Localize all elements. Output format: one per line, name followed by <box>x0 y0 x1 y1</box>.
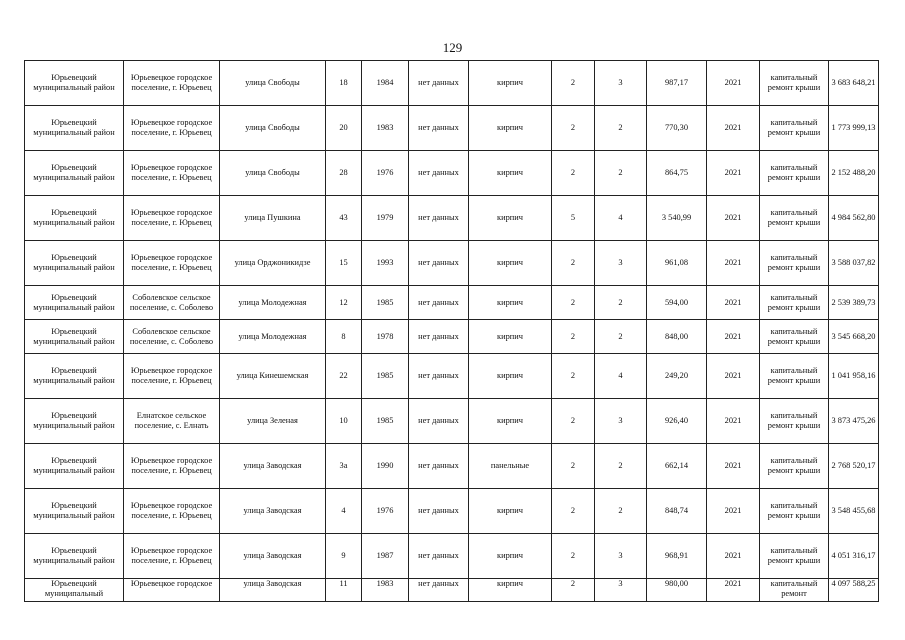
entrances-cell: 3 <box>595 61 647 106</box>
wall-material-cell: кирпич <box>469 241 552 286</box>
area-cell: 961,08 <box>647 241 707 286</box>
wall-material-cell: кирпич <box>469 196 552 241</box>
entrances-cell: 2 <box>595 489 647 534</box>
build-year-cell: 1987 <box>362 534 409 579</box>
cost-cell: 2 152 488,20 <box>829 151 879 196</box>
plan-year-cell: 2021 <box>707 61 760 106</box>
area-cell: 987,17 <box>647 61 707 106</box>
wall-material-cell: кирпич <box>469 286 552 320</box>
street-cell: улица Орджоникидзе <box>220 241 326 286</box>
table-row <box>25 106 879 151</box>
table-row <box>25 399 879 444</box>
entrances-cell: 2 <box>595 106 647 151</box>
floors-cell: 2 <box>552 489 595 534</box>
work-type-cell: капитальный ремонт крыши <box>760 196 829 241</box>
area-cell: 662,14 <box>647 444 707 489</box>
work-type-cell: капитальный ремонт крыши <box>760 320 829 354</box>
municipality-cell: Юрьевецкий муниципальный район <box>25 534 124 579</box>
cost-cell: 2 768 520,17 <box>829 444 879 489</box>
settlement-cell: Юрьевецкое городское <box>124 579 220 602</box>
plan-year-cell: 2021 <box>707 399 760 444</box>
work-type-cell: капитальный ремонт крыши <box>760 534 829 579</box>
area-cell: 848,74 <box>647 489 707 534</box>
series-cell: нет данных <box>409 106 469 151</box>
table-row <box>25 61 879 106</box>
house-number-cell: 10 <box>326 399 362 444</box>
series-cell: нет данных <box>409 241 469 286</box>
build-year-cell: 1985 <box>362 399 409 444</box>
entrances-cell: 2 <box>595 286 647 320</box>
settlement-cell: Юрьевецкое городское поселение, г. Юрьевец <box>124 151 220 196</box>
cost-cell: 1 041 958,16 <box>829 354 879 399</box>
entrances-cell: 2 <box>595 444 647 489</box>
house-number-cell: 11 <box>326 579 362 602</box>
table-row <box>25 241 879 286</box>
entrances-cell: 4 <box>595 196 647 241</box>
table-row <box>25 354 879 399</box>
wall-material-cell: кирпич <box>469 534 552 579</box>
municipality-cell: Юрьевецкий муниципальный район <box>25 444 124 489</box>
series-cell: нет данных <box>409 320 469 354</box>
settlement-cell: Соболевское сельское поселение, с. Соболево <box>124 286 220 320</box>
floors-cell: 2 <box>552 241 595 286</box>
entrances-cell: 3 <box>595 399 647 444</box>
build-year-cell: 1990 <box>362 444 409 489</box>
plan-year-cell: 2021 <box>707 151 760 196</box>
municipality-cell: Юрьевецкий муниципальный район <box>25 399 124 444</box>
wall-material-cell: кирпич <box>469 399 552 444</box>
entrances-cell: 3 <box>595 534 647 579</box>
street-cell: улица Заводская <box>220 489 326 534</box>
settlement-cell: Соболевское сельское поселение, с. Соболево <box>124 320 220 354</box>
cost-cell: 4 097 588,25 <box>829 579 879 602</box>
work-type-cell: капитальный ремонт крыши <box>760 61 829 106</box>
house-number-cell: 3а <box>326 444 362 489</box>
municipality-cell: Юрьевецкий муниципальный район <box>25 320 124 354</box>
area-cell: 864,75 <box>647 151 707 196</box>
settlement-cell: Юрьевецкое городское поселение, г. Юрьевец <box>124 534 220 579</box>
municipality-cell: Юрьевецкий муниципальный район <box>25 241 124 286</box>
area-cell: 848,00 <box>647 320 707 354</box>
work-type-cell: капитальный ремонт крыши <box>760 444 829 489</box>
series-cell: нет данных <box>409 489 469 534</box>
house-number-cell: 9 <box>326 534 362 579</box>
street-cell: улица Кинешемская <box>220 354 326 399</box>
build-year-cell: 1984 <box>362 61 409 106</box>
floors-cell: 2 <box>552 61 595 106</box>
wall-material-cell: панельные <box>469 444 552 489</box>
plan-year-cell: 2021 <box>707 196 760 241</box>
area-cell: 3 540,99 <box>647 196 707 241</box>
work-type-cell: капитальный ремонт крыши <box>760 241 829 286</box>
area-cell: 980,00 <box>647 579 707 602</box>
house-number-cell: 20 <box>326 106 362 151</box>
build-year-cell: 1985 <box>362 354 409 399</box>
floors-cell: 2 <box>552 106 595 151</box>
table-row <box>25 489 879 534</box>
table-row <box>25 196 879 241</box>
municipality-cell: Юрьевецкий муниципальный район <box>25 196 124 241</box>
registry-table <box>24 60 879 602</box>
street-cell: улица Зеленая <box>220 399 326 444</box>
street-cell: улица Молодежная <box>220 286 326 320</box>
table-row <box>25 320 879 354</box>
build-year-cell: 1976 <box>362 489 409 534</box>
municipality-cell: Юрьевецкий муниципальный район <box>25 151 124 196</box>
cost-cell: 3 548 455,68 <box>829 489 879 534</box>
work-type-cell: капитальный ремонт <box>760 579 829 602</box>
series-cell: нет данных <box>409 151 469 196</box>
floors-cell: 2 <box>552 534 595 579</box>
house-number-cell: 18 <box>326 61 362 106</box>
entrances-cell: 4 <box>595 354 647 399</box>
table-row <box>25 444 879 489</box>
series-cell: нет данных <box>409 534 469 579</box>
work-type-cell: капитальный ремонт крыши <box>760 286 829 320</box>
cost-cell: 3 873 475,26 <box>829 399 879 444</box>
wall-material-cell: кирпич <box>469 61 552 106</box>
wall-material-cell: кирпич <box>469 151 552 196</box>
street-cell: улица Свободы <box>220 151 326 196</box>
entrances-cell: 2 <box>595 151 647 196</box>
table-row <box>25 534 879 579</box>
municipality-cell: Юрьевецкий муниципальный район <box>25 106 124 151</box>
house-number-cell: 22 <box>326 354 362 399</box>
settlement-cell: Юрьевецкое городское поселение, г. Юрьевец <box>124 61 220 106</box>
municipality-cell: Юрьевецкий муниципальный район <box>25 489 124 534</box>
wall-material-cell: кирпич <box>469 579 552 602</box>
table-row <box>25 286 879 320</box>
series-cell: нет данных <box>409 399 469 444</box>
table-row <box>25 151 879 196</box>
wall-material-cell: кирпич <box>469 106 552 151</box>
street-cell: улица Заводская <box>220 534 326 579</box>
house-number-cell: 15 <box>326 241 362 286</box>
series-cell: нет данных <box>409 196 469 241</box>
plan-year-cell: 2021 <box>707 534 760 579</box>
settlement-cell: Елнатское сельское поселение, с. Елнать <box>124 399 220 444</box>
series-cell: нет данных <box>409 61 469 106</box>
street-cell: улица Заводская <box>220 579 326 602</box>
area-cell: 770,30 <box>647 106 707 151</box>
entrances-cell: 3 <box>595 579 647 602</box>
street-cell: улица Молодежная <box>220 320 326 354</box>
entrances-cell: 3 <box>595 241 647 286</box>
build-year-cell: 1976 <box>362 151 409 196</box>
cost-cell: 3 683 648,21 <box>829 61 879 106</box>
municipality-cell: Юрьевецкий муниципальный район <box>25 286 124 320</box>
build-year-cell: 1985 <box>362 286 409 320</box>
settlement-cell: Юрьевецкое городское поселение, г. Юрьевец <box>124 241 220 286</box>
cost-cell: 4 984 562,80 <box>829 196 879 241</box>
settlement-cell: Юрьевецкое городское поселение, г. Юрьевец <box>124 489 220 534</box>
street-cell: улица Заводская <box>220 444 326 489</box>
area-cell: 594,00 <box>647 286 707 320</box>
plan-year-cell: 2021 <box>707 489 760 534</box>
wall-material-cell: кирпич <box>469 354 552 399</box>
build-year-cell: 1978 <box>362 320 409 354</box>
work-type-cell: капитальный ремонт крыши <box>760 489 829 534</box>
floors-cell: 5 <box>552 196 595 241</box>
street-cell: улица Свободы <box>220 106 326 151</box>
work-type-cell: капитальный ремонт крыши <box>760 106 829 151</box>
table-body <box>25 61 879 602</box>
floors-cell: 2 <box>552 151 595 196</box>
work-type-cell: капитальный ремонт крыши <box>760 354 829 399</box>
settlement-cell: Юрьевецкое городское поселение, г. Юрьевец <box>124 444 220 489</box>
series-cell: нет данных <box>409 286 469 320</box>
plan-year-cell: 2021 <box>707 354 760 399</box>
municipality-cell: Юрьевецкий муниципальный район <box>25 61 124 106</box>
entrances-cell: 2 <box>595 320 647 354</box>
floors-cell: 2 <box>552 286 595 320</box>
series-cell: нет данных <box>409 444 469 489</box>
series-cell: нет данных <box>409 354 469 399</box>
wall-material-cell: кирпич <box>469 320 552 354</box>
house-number-cell: 43 <box>326 196 362 241</box>
settlement-cell: Юрьевецкое городское поселение, г. Юрьевец <box>124 106 220 151</box>
series-cell: нет данных <box>409 579 469 602</box>
build-year-cell: 1993 <box>362 241 409 286</box>
cost-cell: 2 539 389,73 <box>829 286 879 320</box>
plan-year-cell: 2021 <box>707 286 760 320</box>
build-year-cell: 1983 <box>362 106 409 151</box>
build-year-cell: 1983 <box>362 579 409 602</box>
plan-year-cell: 2021 <box>707 241 760 286</box>
plan-year-cell: 2021 <box>707 320 760 354</box>
house-number-cell: 8 <box>326 320 362 354</box>
build-year-cell: 1979 <box>362 196 409 241</box>
settlement-cell: Юрьевецкое городское поселение, г. Юрьевец <box>124 196 220 241</box>
work-type-cell: капитальный ремонт крыши <box>760 399 829 444</box>
floors-cell: 2 <box>552 354 595 399</box>
plan-year-cell: 2021 <box>707 444 760 489</box>
floors-cell: 2 <box>552 399 595 444</box>
municipality-cell: Юрьевецкий муниципальный <box>25 579 124 602</box>
cost-cell: 4 051 316,17 <box>829 534 879 579</box>
page-number: 129 <box>442 40 463 55</box>
table-row <box>25 579 879 602</box>
plan-year-cell: 2021 <box>707 579 760 602</box>
area-cell: 249,20 <box>647 354 707 399</box>
floors-cell: 2 <box>552 579 595 602</box>
floors-cell: 2 <box>552 320 595 354</box>
street-cell: улица Свободы <box>220 61 326 106</box>
floors-cell: 2 <box>552 444 595 489</box>
wall-material-cell: кирпич <box>469 489 552 534</box>
house-number-cell: 4 <box>326 489 362 534</box>
settlement-cell: Юрьевецкое городское поселение, г. Юрьевец <box>124 354 220 399</box>
cost-cell: 3 545 668,20 <box>829 320 879 354</box>
work-type-cell: капитальный ремонт крыши <box>760 151 829 196</box>
plan-year-cell: 2021 <box>707 106 760 151</box>
cost-cell: 1 773 999,13 <box>829 106 879 151</box>
street-cell: улица Пушкина <box>220 196 326 241</box>
area-cell: 926,40 <box>647 399 707 444</box>
house-number-cell: 12 <box>326 286 362 320</box>
area-cell: 968,91 <box>647 534 707 579</box>
house-number-cell: 28 <box>326 151 362 196</box>
municipality-cell: Юрьевецкий муниципальный район <box>25 354 124 399</box>
cost-cell: 3 588 037,82 <box>829 241 879 286</box>
